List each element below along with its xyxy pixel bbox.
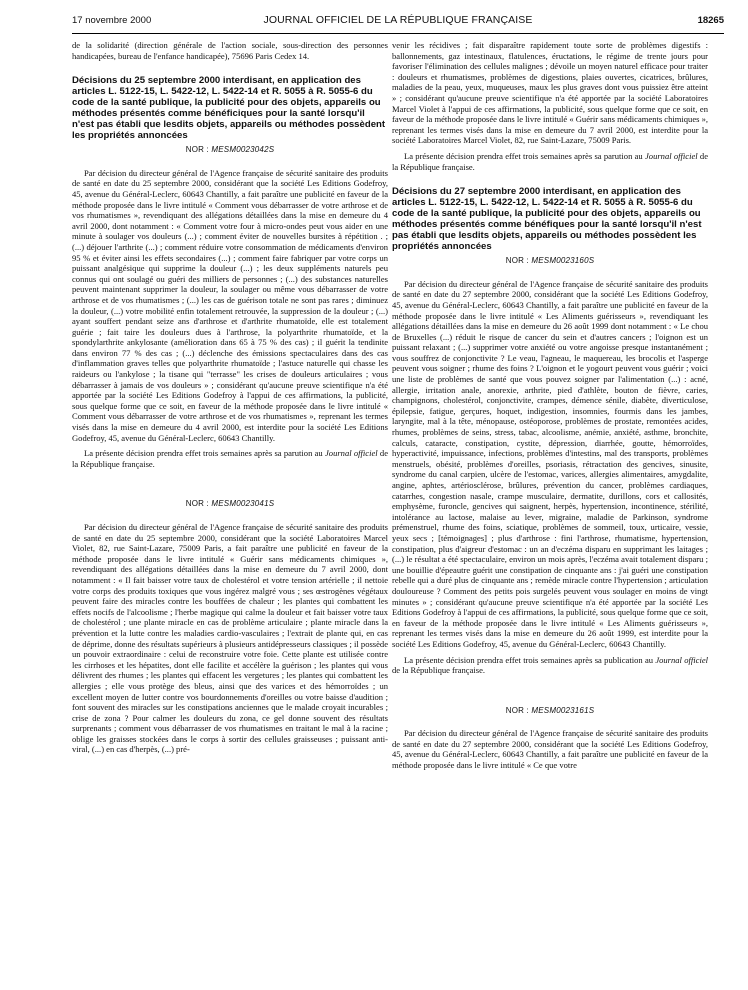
section-title-27-sept: Décisions du 27 septembre 2000 interdisant, en application des articles L. 5122-15, L. 5422-12, L. 5422-14 et R. 5055 à R. 5055-6 du code de la santé publique, la publicité pour des objets, appareils ou méthodes présentés comme bénéfiques pour la santé lorsqu'il n'est pas établi que lesdits objets, appareils ou méthodes possèdent les propriétés annoncées [392, 186, 702, 253]
spacer [72, 474, 388, 496]
nor-code: MESM0023160S [531, 256, 595, 266]
decision-paragraph: Par décision du directeur général de l'Agence française de sécurité sanitaire des produits de santé en date du 27 septembre 2000, considérant que la société Les Editions Godefroy, 45, avenue du Général-Leclerc, 60643 Chantilly, a fait paraître une publicité en faveur de la méthode proposée dans le livre intitulé « Les Aliments guérisseurs », revendiquant les allégations détaillées dans la mise en demeure du 26 août 1999 dont notamment : « Le chou de Bruxelles (...) réduit le risque de cancer du sein et d'autres cancers ; l'oignon est un puissant relaxant ; (...) supprimer votre anxiété ou votre angoisse presque instantanément ; vous souffrez de conjonctivite ? Le veau, l'agneau, le maquereau, les brocolis et l'asperge peuvent vous soigner ; rhume des foins ? L'oignon et le yogourt peuvent vous guérir ; voici une liste de problèmes de santé que vous pouvez soigner par l'alimentation (...) : acné, allergie, irritation anale, anorexie, arthrite, pied d'athlète, bouton de fièvre, caries, champignons, cholestérol, conjonctivite, crampes, démence sénile, diabète, diverticulose, épilepsie, fatigue, gerçures, hoquet, indigestion, insomnies, fourmis dans les jambes, laryngite, mal à la tête, ménopause, ostéoporose, problèmes de prostate, remontées acides, rhumes, problèmes de seins, stress, tabac, alcoolisme, anémie, anxiété, asthme, bronchite, calculs, cataracte, constipation, cystite, dépression, diarrhée, goutte, hémorroïdes, hyperactivité, impuissance, infections, problèmes d'intestins, mal des transports, problèmes menstruels, obésité, problèmes d'oreilles, psoriasis, rétractation des gencives, sinusite, syndrome du canal carpien, ulcère de l'estomac, varices, allergies alimentaires, amygdalite, angine, aphtes, artériosclérose, brûlures, prévention du cancer, problèmes cardiaques, catarrhes, congestion nasale, crampe musculaire, dermatite, durillons, cors et callosités, emphysème, furoncle, gencives qui saignent, herpès, hypertension, incontinence, stérilité, intolérance au lactose, malaise au lever, migraine, maladie de Parkinson, syndrome prémenstruel, rhume des foins, sciatique, problèmes de sommeil, toux, urticaire, vessie, yeux secs ; [témoignages] ; plus d'arthrose : fini l'arthrose, rhumatisme, hypertension, constipation, plus d'aigreur d'estomac : un an d'eczéma disparu en supprimant les laitages ; (...) le résultat a été spectaculaire, environ un mois après, l'eczéma avait totalement disparu ; une bouillie d'épeautre guérit une constipation de cinquante ans : j'ai guéri une constipation rebelle qui a duré plus de cinquante ans ; remède miracle contre l'hypertension ; articulation douloureuse ? Comment des petits pois surgelés peuvent vous soulager en moins de vingt minutes » ; considérant qu'aucune preuve scientifique n'a été apportée par la société Les Editions Godefroy à l'appui de ces affirmations, la publicité, sous quelque forme que ce soit, en faveur de la méthode proposée dans le livre intitulé « Les Aliments guérisseurs », reprenant les termes visés dans la mise en demeure du 26 août 1999, est interdite pour la société Les Editions Godefroy, 45, avenue du Général-Leclerc, 60643 Chantilly. [392, 278, 708, 649]
decision-paragraph: Par décision du directeur général de l'Agence française de sécurité sanitaire des produits de santé en date du 25 septembre 2000, considérant que la société Laboratoires Marcel Violet, 82, rue Saint-Lazare, 75009 Paris, a fait paraître une publicité en faveur de la méthode proposée dans le livre intitulé « Guérir sans médicaments chimiques », revendiquant des allégations détaillées dans la mise en demeure du 7 avril 2000, dont notamment : « Il fait baisser votre taux de cholestérol et votre tension artérielle ; il nettoie votre corps des produits toxiques que vous ingérez malgré vous ; ses œstrogènes végétaux peuvent faire des miracles contre les bouffées de chaleur ; les plantes qui combattent les effets nocifs de l'alcoolisme ; l'herbe magique qui calme la douleur et fait baisser votre taux de cholestérol ; une plante miracle en cas de problème articulaire ; plante miracle dans la prévention et la lutte contre les maladies cardio-vasculaires ; l'extrait de plante qui, en cas de déprime, donne des résultats supérieurs à plusieurs antidépresseurs classiques ; il possède un pouvoir extraordinaire : celui de reconstruire votre foie. Cette plante est utilisée contre les cirrhoses et les hépatites, dont elle facilite et accélère la guérison ; les plantes qui vous délivrent des rhumes ; les plantes qui effacent les vergetures ; les plantes qui combattent les allergies ; elle vous protège des bleus, ainsi que des varices et des hémorroïdes ; un excellent moyen de lutter contre vos bourdonnements d'oreilles ou votre baisse d'audition ; font souvent des miracles sur les constipations anciennes que le malade croyait incurables ; crise de zona ? Pour calmer les douleurs du zona, ce gel donne souvent des résultats surprenants ; comment vous débarrasser de vos rhumatismes en traitant le mal à la racine ; oblige les graisses stockées dans le corps à sortir des cellules graisseuses ; puissant anti-viral, (...) en cas d'herpès, (...) pré- [72, 522, 388, 755]
nor-label: NOR : [505, 256, 529, 266]
intro-paragraph: de la solidarité (direction générale de l'action sociale, sous-direction des personnes handicapées, bureau de l'enfance handicapée), 75696 Paris Cedex 14. [72, 40, 388, 61]
nor-reference [392, 706, 708, 717]
left-column [72, 40, 388, 985]
effect-paragraph [392, 151, 708, 172]
decision-paragraph: Par décision du directeur général de l'Agence française de sécurité sanitaire des produits de santé en date du 25 septembre 2000, considérant que la société Les Editions Godefroy, 45, avenue du Général-Leclerc, 60643 Chantilly, a fait paraître une publicité en faveur de la méthode proposée dans le livre intitulé « Comment vous débarrasser de votre arthrose et de vos rhumatismes », revendiquant des allégations détaillées dans la mise en demeure du 4 avril 2000, dont notamment : « Comment votre four à micro-ondes peut vous aider en une minute à soulager vos douleurs (...) ; comment éviter de nouvelles bursites à répétition . ; (...) déjouer l'arthrite (...) ; comment réduire votre consommation de médicaments d'environ 95 % et éviter ainsi les effets secondaires (...) ; comment faire fabriquer par votre corps un puissant analgésique qui supprime la douleur (...) ; les deux suppléments naturels peu connus qui ont soulagé ou guéri des milliers de personnes ; (...) des substances naturelles peuvent maintenant supprimer la douleur, la soulager ou même vous débarrasser de votre arthrose et de vos rhumatismes ; (...) les cas de guérison totale ne sont pas rares ; diminuez la douleur, (...) votre mobilité enfin totalement retrouvée, la suppression de la douleur ; (...) ayant souffert pendant seize ans d'arthrose et d'arthrite rhumatoïde, elle est totalement guérie ; fait taire les douleurs dues à l'arthrose, la polyarthrite rhumatoïde, et la spondylarthrite ankylosante (amélioration dans 65 à 75 % des cas) ; il guérit la tendinite dans environ 77 % des cas ; (...) déclenche des émissions spectaculaires dans des cas d'inflammation graves telles que polyarthrite rhumatoïde ; l'astuce naturelle qui chasse les raideurs ou l'ankylose ; la tisane qui "terrasse" les crises de douleurs articulaires ; vous débarrasser à jamais de vos douleurs » ; considérant qu'aucune preuve scientifique n'a été apportée par la société Les Editions Godefroy à l'appui de ces affirmations, la publicité, sous quelque forme que ce soit, en faveur de la méthode proposée dans le livre intitulé « Comment vous débarrasser de votre arthrose et de vos rhumatismes », reprenant les termes visés dans la mise en demeure du 4 avril 2000, est interdite pour la société Les Editions Godefroy, 45, avenue du Général-Leclerc, 60643 Chantilly. [72, 167, 388, 443]
nor-label: NOR : [185, 499, 209, 509]
journal-officiel-ref: Journal officiel [655, 654, 708, 665]
nor-reference [392, 256, 708, 267]
header-date: 17 novembre 2000 [72, 15, 152, 26]
section-title-25-sept: Décisions du 25 septembre 2000 interdisant, en application des articles L. 5122-15, L. 5422-12, L. 5422-14 et R. 5055 à R. 5055-6 du code de la santé publique, la publicité pour des objets, appareils ou méthodes présentés comme bénéficiques pour la santé lorsqu'il n'est pas établi que lesdits objets, appareils ou méthodes possèdent les propriétés annoncées [72, 75, 386, 142]
effect-text: La présente décision prendra effet trois semaines après sa parution au [404, 150, 643, 161]
journal-officiel-ref: Journal officiel [325, 448, 378, 459]
header-page-number: 18265 [697, 15, 724, 26]
header-journal-title: JOURNAL OFFICIEL DE LA RÉPUBLIQUE FRANÇAISE [263, 14, 533, 26]
nor-code: MESM0023042S [211, 145, 275, 155]
nor-reference [72, 145, 388, 156]
decision-paragraph: Par décision du directeur général de l'Agence française de sécurité sanitaire des produits de santé en date du 27 septembre 2000, considérant que la société Les Editions Godefroy, 45, avenue du Général-Leclerc, 60643 Chantilly, a fait paraître une publicité en faveur de la méthode proposée dans le livre intitulé « Ce que votre [392, 728, 708, 771]
effect-paragraph [392, 655, 708, 676]
effect-text: La présente décision prendra effet trois semaines après sa parution au [84, 448, 323, 459]
spacer [392, 681, 708, 703]
effect-text: La présente décision prendra effet trois semaines après sa publication au [404, 654, 654, 665]
nor-code: MESM0023161S [531, 705, 595, 715]
nor-code: MESM0023041S [211, 499, 275, 509]
continued-paragraph: venir les récidives ; fait disparaître rapidement toute sorte de problèmes digestifs : ballonnements, gaz intestinaux, flatulences, éructations, le régime de trente jours pour favoriser l'élimination des cellules malignes ; dévoile un moyen naturel efficace pour traiter : douleurs et rhumatismes, problèmes de digestions, plaies ouvertes, cicatrices, brûlures, maladies de la peau, yeux, muqueuses, maux les plus graves dont vous puissiez être atteint » ; considérant qu'aucune preuve scientifique n'a été apportée par la société Laboratoires Marcel Violet à l'appui de ces affirmations, la publicité, sous quelque forme que ce soit, en faveur de la méthode proposée dans le livre intitulé « Guérir sans médicaments chimiques », reprenant les termes visés dans la mise en demeure du 7 avril 2000, est interdite pour la société Laboratoires Marcel Violet, 82, rue Saint-Lazare, 75009 Paris. [392, 40, 708, 146]
header-rule [72, 33, 724, 34]
nor-label: NOR : [185, 145, 209, 155]
right-column [392, 40, 708, 985]
page-header [72, 12, 724, 28]
effect-text-end: de la République française. [72, 448, 388, 469]
effect-text-end: de la République française. [392, 150, 708, 172]
journal-officiel-ref: Journal officiel [645, 150, 698, 161]
nor-reference [72, 499, 388, 510]
effect-text-end: de la République française. [392, 665, 486, 676]
effect-paragraph [72, 448, 388, 469]
nor-label: NOR : [505, 705, 529, 715]
